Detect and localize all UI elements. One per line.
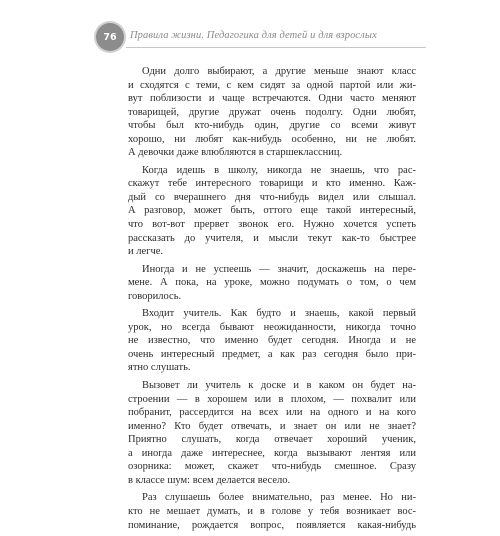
text-line: говорилось.: [128, 290, 182, 302]
text-line: в классе шум: всем делается весело.: [128, 474, 291, 486]
text-line: и легче.: [128, 246, 164, 258]
body-text: [128, 65, 416, 536]
paragraph: [128, 307, 416, 375]
text-line: Вызовет ли учитель к доске и в каком он будет на-: [142, 380, 416, 392]
text-line: рассказать до учителя, и мысли текут как-то быстрее: [128, 232, 416, 244]
text-line: Когда идешь в школу, никогда не знаешь, что рас-: [142, 164, 416, 176]
text-line: А девочки даже влюбляются в старшеклассниц.: [128, 147, 343, 159]
text-line: мене. А пока, на уроке, можно подумать о том, о чем: [128, 277, 416, 289]
text-line: чтобы был кто-нибудь один, другие со всеми живут: [128, 120, 416, 132]
page-number-badge: [96, 23, 124, 51]
text-line: побранит, рассердится на всех или на одного и на кого: [128, 407, 416, 419]
header-rule: [126, 47, 426, 48]
text-line: не известно, что именно будет сегодня. Иногда и не: [128, 335, 416, 347]
text-line: Входит учитель. Как будто и знаешь, какой первый: [142, 308, 416, 320]
text-line: хорошо, ни любят как-нибудь особенно, ни не любят.: [128, 133, 416, 145]
text-line: что вот-вот прервет звонок его. Нужно хочется успеть: [128, 219, 416, 231]
text-line: скажут тебе интересного товарищи и кто именно. Каж-: [128, 178, 416, 190]
text-line: именно? Кто будет отвечать, и знает он или не знает?: [128, 420, 416, 432]
text-line: очень интересный предмет, а как раз сегодня было при-: [128, 348, 416, 360]
page-number: 76: [103, 31, 117, 43]
paragraph: [128, 379, 416, 487]
paragraph: [128, 491, 416, 532]
text-line: поминание, рождается вопрос, появляется какая-нибудь: [128, 519, 416, 531]
text-line: Иногда и не успеешь — значит, доскажешь на пере-: [142, 263, 416, 275]
text-line: вут поблизости и чаще встречаются. Одни часто меняют: [128, 93, 416, 105]
text-line: дый со вчерашнего дня что-нибудь видел или слышал.: [128, 191, 416, 203]
paragraph: [128, 65, 416, 160]
text-line: Приятно слушать, когда отвечает хороший ученик,: [128, 434, 416, 446]
text-line: Одни долго выбирают, а другие меньше знают класс: [142, 66, 416, 77]
paragraph: [128, 263, 416, 304]
paragraph: [128, 164, 416, 259]
text-line: урок, но всегда бывают неожиданности, никогда точно: [128, 321, 416, 333]
text-line: кто не мешает думать, и в голове у тебя возникает вос-: [128, 505, 416, 517]
text-line: ятно слушать.: [128, 362, 191, 374]
text-line: Раз слушаешь более внимательно, раз менее. Но ни-: [142, 492, 416, 504]
text-line: строении — в хорошем или в плохом, — похвалит или: [128, 393, 416, 405]
text-line: А разговор, может быть, оттого еще такой интересный,: [128, 205, 416, 217]
text-line: а иногда даже интереснее, когда вызывают лентяя или: [128, 447, 416, 459]
running-head: Правила жизни. Педагогика для детей и для взрослых: [130, 30, 377, 41]
page-header: [96, 23, 426, 51]
text-line: товарищей, другие дружат очень подолгу. Одни любят,: [128, 106, 416, 118]
text-line: и сходятся с теми, с кем сидят за одной партой или жи-: [128, 79, 416, 91]
text-line: озорника: может, скажет что-нибудь смешное. Сразу: [128, 461, 416, 473]
